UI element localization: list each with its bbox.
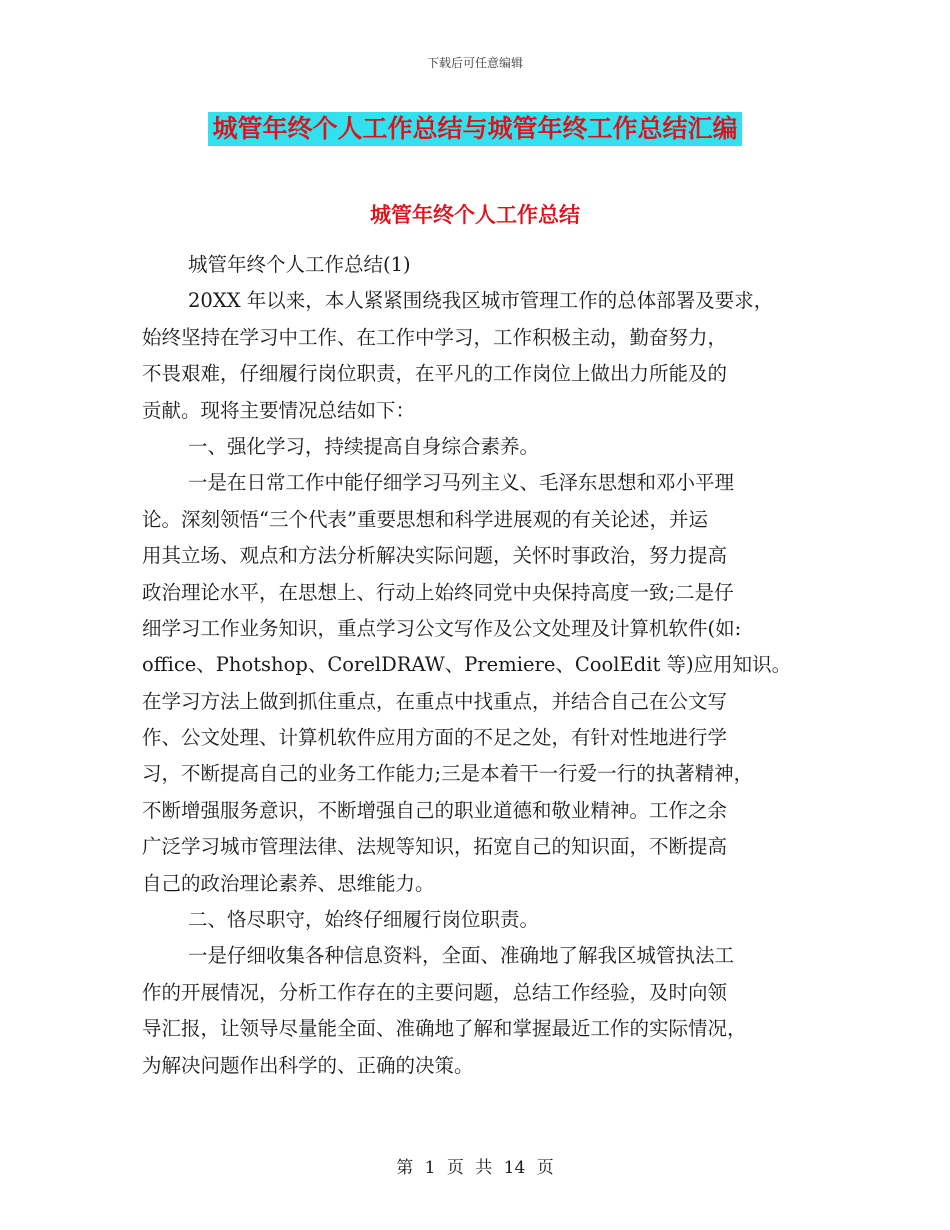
document-title: 城管年终个人工作总结与城管年终工作总结汇编 <box>208 112 741 146</box>
paragraph-line: 习，不断提高自己的业务工作能力;三是本着干一行爱一行的执著精神， <box>142 762 754 786</box>
paragraph-line: 在学习方法上做到抓住重点，在重点中找重点，并结合自己在公文写 <box>142 689 728 713</box>
paragraph-line: office、Photshop、CorelDRAW、Premiere、CoolEdit 等)应用知识。 <box>142 653 792 677</box>
paragraph-line: 不畏艰难，仔细履行岗位职责，在平凡的工作岗位上做出力所能及的 <box>142 362 728 386</box>
paragraph-line: 自己的政治理论素养、思维能力。 <box>142 871 435 895</box>
paragraph-line: 广泛学习城市管理法律、法规等知识，拓宽自己的知识面，不断提高 <box>142 835 728 859</box>
paragraph-line: 作、公文处理、计算机软件应用方面的不足之处，有针对性地进行学 <box>142 726 728 750</box>
paragraph-line: 一是在日常工作中能仔细学习马列主义、毛泽东思想和邓小平理 <box>188 471 735 495</box>
paragraph-line: 不断增强服务意识，不断增强自己的职业道德和敬业精神。工作之余 <box>142 798 728 822</box>
section-title: 城管年终个人工作总结 <box>370 203 580 227</box>
paragraph-line: 城管年终个人工作总结(1) <box>188 253 411 276</box>
paragraph-line: 政治理论水平，在思想上、行动上始终同党中央保持高度一致;二是仔 <box>142 580 734 604</box>
document-body <box>142 247 822 1084</box>
paragraph-line: 20XX 年以来，本人紧紧围绕我区城市管理工作的总体部署及要求， <box>188 289 774 313</box>
page-header-note: 下载后可任意编辑 <box>426 56 523 70</box>
paragraph-line: 作的开展情况，分析工作存在的主要问题，总结工作经验，及时向领 <box>142 980 728 1004</box>
document-title-wrapper <box>0 112 950 146</box>
paragraph-line: 细学习工作业务知识，重点学习公文写作及公文处理及计算机软件(如: <box>142 616 742 640</box>
paragraph-line: 始终坚持在学习中工作、在工作中学习，工作积极主动，勤奋努力， <box>142 325 728 349</box>
paragraph-line: 一是仔细收集各种信息资料，全面、准确地了解我区城管执法工 <box>188 944 735 968</box>
paragraph-line: 论。深刻领悟“三个代表”重要思想和科学进展观的有关论述，并运 <box>142 507 708 531</box>
paragraph-line: 为解决问题作出科学的、正确的决策。 <box>142 1053 474 1077</box>
paragraph-line: 二、恪尽职守，始终仔细履行岗位职责。 <box>188 908 540 932</box>
paragraph-line: 导汇报，让领导尽量能全面、准确地了解和掌握最近工作的实际情况， <box>142 1017 747 1041</box>
paragraph-line: 贡献。现将主要情况总结如下： <box>142 398 416 422</box>
paragraph-line: 用其立场、观点和方法分析解决实际问题，关怀时事政治，努力提高 <box>142 544 728 568</box>
page-number-footer: 第 1 页 共 14 页 <box>396 1158 554 1178</box>
paragraph-line: 一、强化学习，持续提高自身综合素养。 <box>188 434 540 458</box>
